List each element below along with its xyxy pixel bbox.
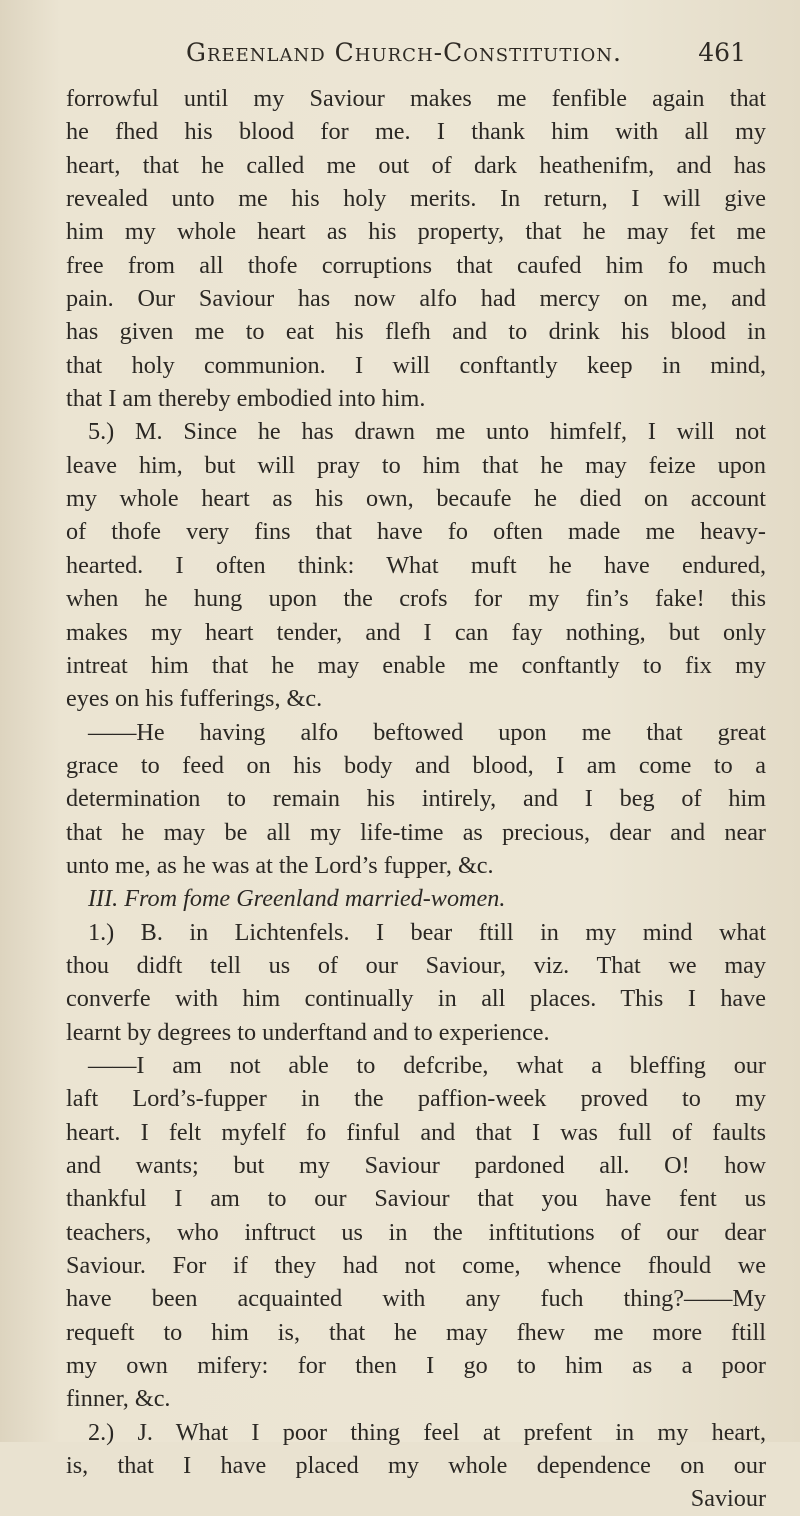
text-line: grace to feed on his body and blood, I am come to a <box>66 751 766 779</box>
text-line: hearted. I often think: What muft he have endured, <box>66 551 766 579</box>
text-line: and wants; but my Saviour pardoned all. O! how <box>66 1152 766 1179</box>
text-line: Saviour. For if they had not come, whence fhould we <box>66 1252 766 1280</box>
text-line: forrowful until my Saviour makes me fenfible again that <box>66 85 766 112</box>
text-line: when he hung upon the crofs for my fin’s fake! this <box>66 585 766 613</box>
text-line: 1.) B. in Lichtenfels. I bear ftill in my mind what <box>88 918 766 946</box>
text-line: ——I am not able to defcribe, what a bleffing our <box>88 1051 766 1079</box>
text-line: that he may be all my life-time as precious, dear and near <box>66 818 766 846</box>
text-line: is, that I have placed my whole dependence on our <box>66 1452 766 1480</box>
text-line: heart. I felt myfelf fo finful and that I was full of faults <box>66 1118 766 1146</box>
text-line: my whole heart as his own, becaufe he died on account <box>66 485 766 513</box>
text-line: revealed unto me his holy merits. In return, I will give <box>66 185 766 213</box>
text-line: him my whole heart as his property, that he may fet me <box>66 218 766 246</box>
text-line: 2.) J. What I poor thing feel at prefent in my heart, <box>88 1418 766 1446</box>
text-line: eyes on his fufferings, &c. <box>66 685 323 713</box>
text-line: pain. Our Saviour has now alfo had mercy on me, and <box>66 285 766 313</box>
text-line: 5.) M. Since he has drawn me unto himfelf, I will not <box>88 418 766 446</box>
text-line: converfe with him continually in all places. This I have <box>66 985 766 1013</box>
text-line: ——He having alfo beftowed upon me that great <box>88 718 766 746</box>
text-line: heart, that he called me out of dark heathenifm, and has <box>66 151 766 179</box>
text-line: my own mifery: for then I go to him as a poor <box>66 1352 766 1380</box>
body-text <box>66 82 766 1516</box>
text-line: have been acquainted with any fuch thing?——My <box>66 1285 766 1313</box>
page-number: 461 <box>698 38 746 67</box>
text-line: teachers, who inftruct us in the inftitutions of our dear <box>66 1218 766 1246</box>
text-line: he fhed his blood for me. I thank him with all my <box>66 118 766 146</box>
text-line: thou didft tell us of our Saviour, viz. That we may <box>66 951 766 979</box>
text-line: finner, &c. <box>66 1385 171 1413</box>
text-line: learnt by degrees to underftand and to experience. <box>66 1018 550 1046</box>
text-line: determination to remain his intirely, and I beg of him <box>66 785 766 813</box>
text-line: makes my heart tender, and I can fay nothing, but only <box>66 618 766 646</box>
text-line: thankful I am to our Saviour that you have fent us <box>66 1185 766 1213</box>
text-line: has given me to eat his flefh and to drink his blood in <box>66 318 766 346</box>
text-line: requeft to him is, that he may fhew me more ftill <box>66 1318 766 1346</box>
text-line: unto me, as he was at the Lord’s fupper, &c. <box>66 851 494 879</box>
text-line: intreat him that he may enable me conftantly to fix my <box>66 651 766 679</box>
section-heading: III. From fome Greenland married-women. <box>88 885 506 913</box>
text-line: that I am thereby embodied into him. <box>66 385 426 413</box>
text-line: of thofe very fins that have fo often made me heavy- <box>66 518 766 546</box>
catchword: Saviour <box>690 1485 766 1513</box>
running-head-title: Greenland Church-Constitution. <box>186 38 622 67</box>
text-line: that holy communion. I will conftantly keep in mind, <box>66 351 766 379</box>
text-line: laft Lord’s-fupper in the paffion-week proved to my <box>66 1085 766 1113</box>
text-line: free from all thofe corruptions that caufed him fo much <box>66 251 766 279</box>
running-head <box>186 30 786 74</box>
text-line: leave him, but will pray to him that he may feize upon <box>66 451 766 479</box>
